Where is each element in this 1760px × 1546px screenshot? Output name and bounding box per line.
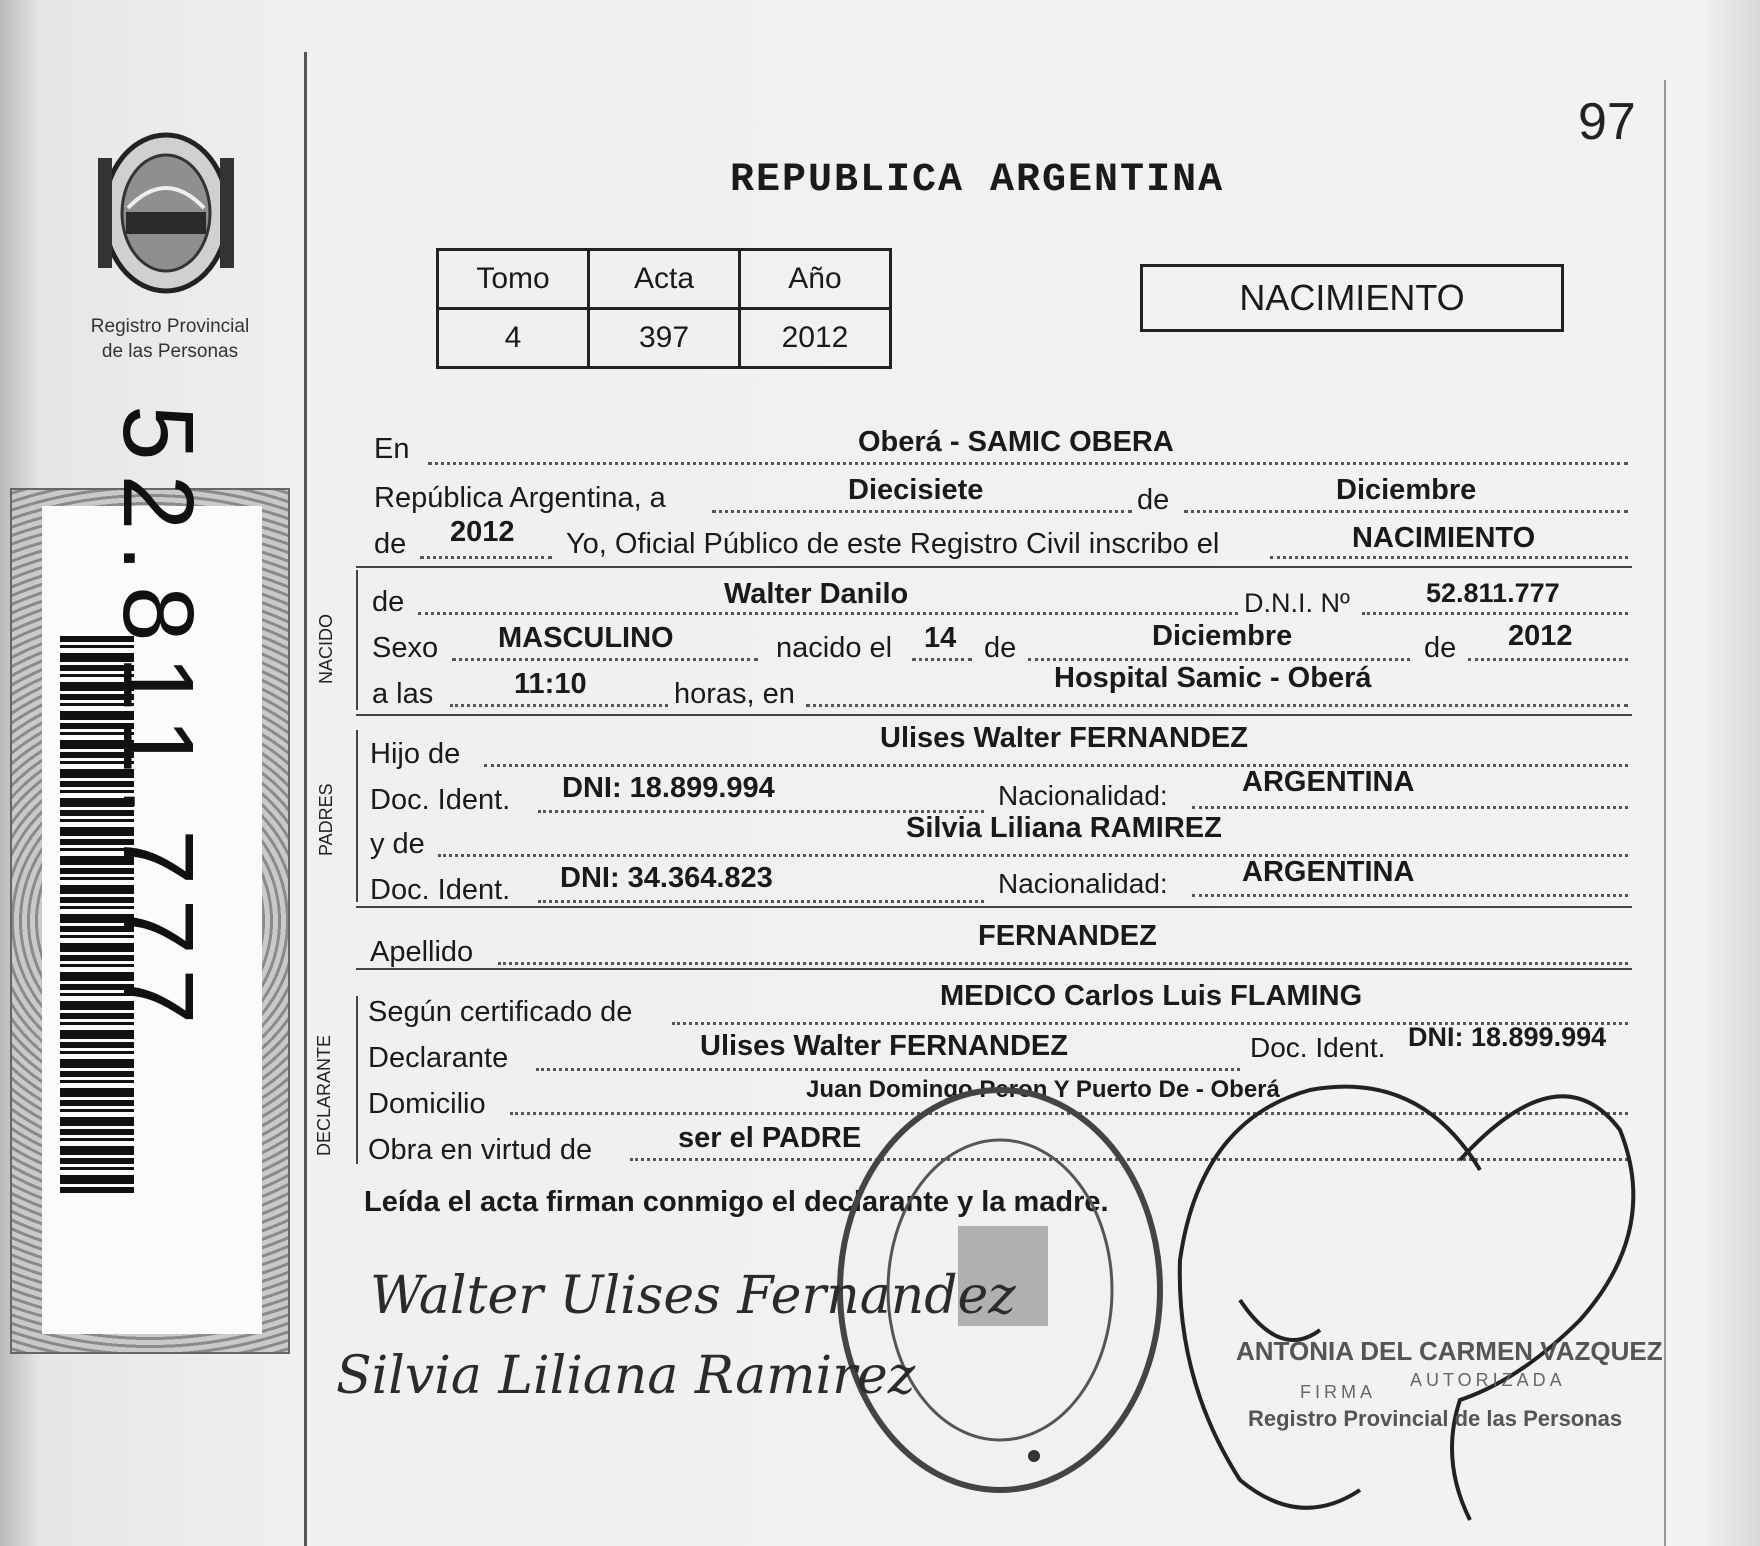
nacido-de2-label: de xyxy=(984,632,1017,664)
registry-header-acta: Acta xyxy=(589,250,740,309)
republica-label: República Argentina, a xyxy=(374,482,666,514)
child-name-value: Walter Danilo xyxy=(724,578,909,610)
y-de-label: y de xyxy=(370,828,425,860)
horas-label: horas, en xyxy=(674,678,795,710)
father-doc-label: Doc. Ident. xyxy=(370,784,511,816)
mother-nac-label: Nacionalidad: xyxy=(998,868,1168,899)
registry-value-ano: 2012 xyxy=(740,309,891,368)
de-label: de xyxy=(1137,484,1170,516)
nacido-de3-label: de xyxy=(1424,632,1457,664)
nacido-el-label: nacido el xyxy=(776,632,893,664)
page-number: 97 xyxy=(1578,93,1636,151)
official-office-stamp: Registro Provincial de las Personas xyxy=(1248,1406,1623,1431)
apellido-value: FERNANDEZ xyxy=(978,920,1157,952)
de2-label: de xyxy=(374,528,407,560)
cert-value: MEDICO Carlos Luis FLAMING xyxy=(940,980,1363,1012)
child-dni-value: 52.811.777 xyxy=(1426,578,1560,608)
mother-nac-value: ARGENTINA xyxy=(1242,856,1415,888)
declarante-label: Declarante xyxy=(368,1042,509,1074)
official-name-stamp: ANTONIA DEL CARMEN VAZQUEZ xyxy=(1236,1336,1663,1366)
declarante-section-label: DECLARANTE xyxy=(314,1034,334,1156)
official-role-b: AUTORIZADA xyxy=(1410,1370,1566,1390)
registry-value-acta: 397 xyxy=(589,309,740,368)
declarante-value: Ulises Walter FERNANDEZ xyxy=(700,1030,1068,1062)
apellido-label: Apellido xyxy=(370,936,474,968)
a-las-label: a las xyxy=(372,678,434,710)
registry-header-tomo: Tomo xyxy=(438,250,589,309)
birth-month-value: Diciembre xyxy=(1152,620,1293,652)
yo-label: Yo, Oficial Público de este Registro Civil inscribo el xyxy=(566,528,1220,560)
obra-value: ser el PADRE xyxy=(678,1122,862,1154)
declarante-doc-label: Doc. Ident. xyxy=(1250,1032,1386,1063)
nacido-de-label: de xyxy=(372,586,405,618)
barcode-number: 52.811.777 xyxy=(102,405,214,1039)
hijo-de-label: Hijo de xyxy=(370,738,461,770)
month-value: Diciembre xyxy=(1336,474,1477,506)
year-value: 2012 xyxy=(450,516,515,548)
declarante-doc-value: DNI: 18.899.994 xyxy=(1408,1022,1607,1052)
mother-doc-label: Doc. Ident. xyxy=(370,874,511,906)
birth-day-value: 14 xyxy=(924,622,957,654)
sexo-label: Sexo xyxy=(372,632,439,664)
sexo-value: MASCULINO xyxy=(498,622,674,654)
father-doc-value: DNI: 18.899.994 xyxy=(562,772,775,804)
registry-value-tomo: 4 xyxy=(438,309,589,368)
father-name-value: Ulises Walter FERNANDEZ xyxy=(880,722,1248,754)
birth-place-value: Hospital Samic - Oberá xyxy=(1054,662,1372,694)
dni-label: D.N.I. Nº xyxy=(1244,588,1350,618)
obra-label: Obra en virtud de xyxy=(368,1134,593,1166)
inscribed-value: NACIMIENTO xyxy=(1352,522,1536,554)
birth-time-value: 11:10 xyxy=(514,668,587,700)
birth-year-value: 2012 xyxy=(1508,620,1573,652)
day-words-value: Diecisiete xyxy=(848,474,984,506)
page-title: REPUBLICA ARGENTINA xyxy=(730,158,1225,203)
registry-header-ano: Año xyxy=(740,250,891,309)
father-nac-value: ARGENTINA xyxy=(1242,766,1415,798)
mother-signature: Silvia Liliana Ramirez xyxy=(336,1346,916,1406)
declarant-signature: Walter Ulises Fernandez xyxy=(370,1266,1016,1326)
act-type-box: NACIMIENTO xyxy=(1140,264,1564,332)
domicilio-value: Juan Domingo Peron Y Puerto De - Oberá xyxy=(806,1076,1280,1103)
en-label: En xyxy=(374,433,410,465)
domicilio-label: Domicilio xyxy=(368,1088,486,1120)
seal-caption-line2: de las Personas xyxy=(101,341,239,362)
father-nac-label: Nacionalidad: xyxy=(998,780,1168,811)
seal-caption-line1: Registro Provincial xyxy=(90,316,250,337)
mother-doc-value: DNI: 34.364.823 xyxy=(560,862,773,894)
cert-label: Según certificado de xyxy=(368,996,633,1028)
place-value: Oberá - SAMIC OBERA xyxy=(858,426,1174,458)
closing-statement: Leída el acta firman conmigo el declarante y la madre. xyxy=(364,1186,1109,1218)
nacido-section-label: NACIDO xyxy=(316,613,336,684)
mother-name-value: Silvia Liliana RAMIREZ xyxy=(906,812,1222,844)
padres-section-label: PADRES xyxy=(316,783,336,856)
official-role-a: FIRMA xyxy=(1300,1382,1376,1402)
